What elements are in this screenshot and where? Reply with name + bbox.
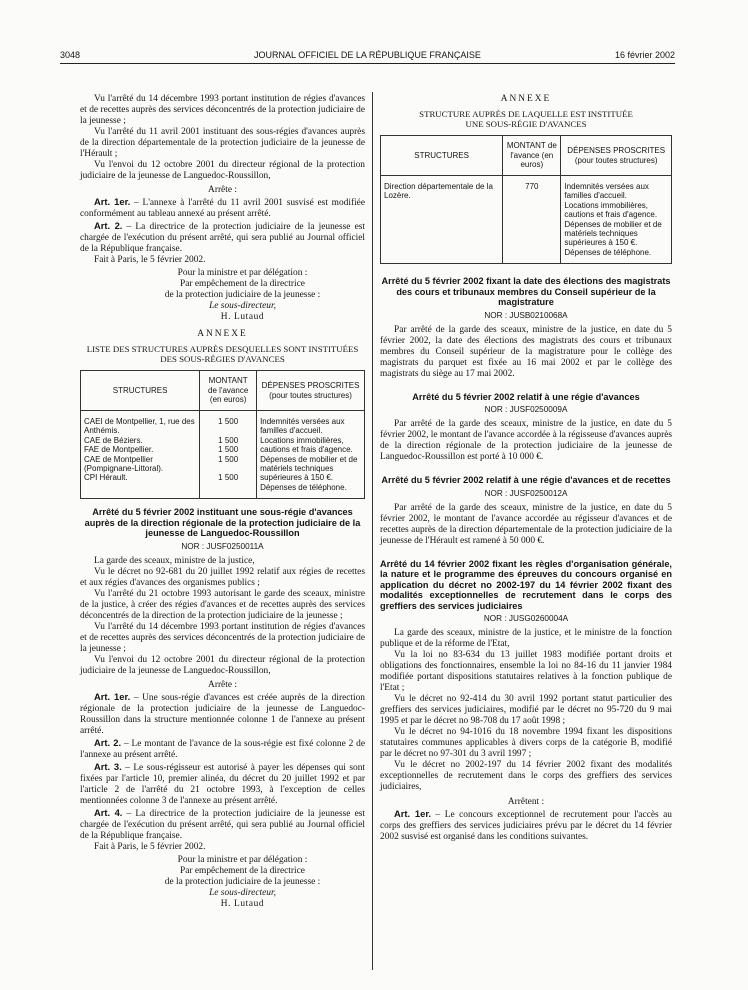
table-cell-amounts (200, 411, 257, 499)
table-header: STRUCTURES (81, 371, 200, 411)
paragraph: Vu l'envoi du 12 octobre 2001 du directeur régional de la protection judiciaire de la jeunesse de Languedoc-Roussillon, (80, 654, 365, 676)
signature-line: Pour la ministre et par délégation : (177, 854, 308, 865)
paragraph: Vu le décret no 92-414 du 30 avril 1992 portant statut particulier des greffiers des services judiciaires, modifié par le décret no 95-720 du 9 mai 1995 et par le décret no 98-708 du 17 août 1998 ; (380, 694, 672, 727)
arretent-heading: Arrêtent : (507, 797, 545, 808)
paragraph: Vu l'envoi du 12 octobre 2001 du directeur régional de la protection judiciaire de la jeunesse de Languedoc-Roussillon, (80, 160, 365, 181)
table-header: DÉPENSES PROSCRITES (pour toutes structures) (561, 136, 672, 176)
arrete-heading: Arrête : (208, 185, 237, 195)
nor-reference: NOR : JUSF0250009A (484, 405, 568, 415)
table-cell-depenses (561, 176, 672, 264)
annexe-title: ANNEXE (500, 94, 552, 104)
section-title: Arrêté du 5 février 2002 instituant une sous-régie d'avances auprès de la direction régionale de la protection judiciaire de la jeunesse de Languedoc-Roussillon (84, 507, 361, 539)
left-column (80, 94, 365, 910)
article-2 (80, 220, 365, 255)
paragraph: Vu l'arrêté du 14 décembre 1993 portant institution de régies d'avances et de recettes auprès des services déconcentrés de la protection judiciaire de la jeunesse ; (80, 621, 365, 654)
signature-date: Fait à Paris, le 5 février 2002. (94, 841, 206, 852)
structure-item: CAE de Béziers. (84, 435, 143, 445)
paragraph: La garde des sceaux, ministre de la justice, et le ministre de la fonction publique et de la réforme de l'Etat, (380, 628, 672, 650)
annexe-subtitle: LISTE DES STRUCTURES AUPRÈS DESQUELLES SONT INSTITUÉES DES SOUS-RÉGIES D'AVANCES (86, 344, 359, 364)
article-label: Art. 4. (94, 806, 123, 818)
amount-item: 1 500 (218, 435, 239, 445)
signature-line: Le sous-directeur, (209, 887, 276, 898)
section-title: Arrêté du 14 février 2002 fixant les règles d'organisation générale, la nature et le programme des épreuves du concours organisé en application du décret no 2002-197 du 14 février 2002 fixant des modalités exceptionnelles de recrutement dans le corps des greffiers des services judiciaires (380, 558, 672, 611)
article-label: Art. 1er. (394, 808, 432, 820)
column-divider (372, 92, 373, 970)
article (80, 737, 365, 761)
section-title: Arrêté du 5 février 2002 relatif à une régie d'avances (412, 391, 640, 402)
signature-block (80, 268, 365, 323)
paragraph: Vu le décret no 94-1016 du 18 novembre 1994 fixant les dispositions statutaires communes applicables à divers corps de la catégorie B, modifié par le décret no 97-301 du 3 avril 1997 ; (380, 727, 672, 760)
paragraph: La garde des sceaux, ministre de la justice, (94, 555, 255, 566)
article-text: – L'annexe à l'arrêté du 11 avril 2001 susvisé est modifiée conformément au tableau annexé au présent arrêté. (80, 198, 365, 219)
paragraph: Vu le décret no 92-681 du 20 juillet 1992 relatif aux régies de recettes et aux régies d'avances des organismes publics ; (80, 566, 365, 588)
depense-item: Indemnités versées aux familles d'accueil. (564, 182, 649, 201)
article (80, 761, 365, 807)
table-cell-depenses (257, 411, 365, 499)
structure-item: CAEI de Montpellier, 1, rue des Anthémis. (84, 417, 195, 436)
article (80, 807, 365, 842)
article-text: – Le concours exceptionnel de recrutement pour l'accès au corps des greffiers des services judiciaires prévu par le décret du 14 février 2002 susvisé est organisé dans les conditions suivantes. (380, 810, 672, 843)
nor-reference: NOR : JUSF0250011A (181, 541, 264, 551)
structure-item: CPI Hérault. (84, 473, 128, 483)
depense-item: Indemnités versées aux familles d'accueil. (260, 417, 345, 436)
amount-item: 1 500 (218, 454, 239, 464)
signature-date: Fait à Paris, le 5 février 2002. (94, 255, 206, 265)
article-text: – Une sous-régie d'avances est créée auprès de la direction régionale de la protection judiciaire de la jeunesse de Languedoc-Roussillon dans la structure mentionnée colonne 1 de l'annexe au présent arrêté. (80, 692, 365, 736)
annexe-title: ANNEXE (197, 329, 248, 339)
page-header (60, 50, 675, 64)
section-title: Arrêté du 5 février 2002 fixant la date des élections des magistrats des cours et tribunaux membres du Conseil supérieur de la magistrature (381, 276, 671, 308)
page-number: 3048 (60, 50, 81, 60)
article-text: – Le sous-régisseur est autorisé à payer les dépenses qui sont fixées par l'article 10, premier alinéa, du décret du 20 juillet 1992 et par l'article 2 de l'arrêté du 21 octobre 1993, à l'exception de celles mentionnées colonne 3 de l'annexe au présent arrêté. (80, 762, 365, 806)
table-header: MONTANT de l'avance (en euros) (503, 136, 561, 176)
article-text: – La directrice de la protection judiciaire de la jeunesse est chargée de l'exécution du présent arrêté, qui sera publié au Journal officiel de la République française. (80, 222, 365, 254)
journal-title: JOURNAL OFFICIEL DE LA RÉPUBLIQUE FRANÇAISE (254, 50, 481, 60)
table-header: MONTANT de l'avance (en euros) (200, 371, 257, 411)
paragraph: Vu l'arrêté du 21 octobre 1993 autorisant le garde des sceaux, ministre de la justice, à créer des régies d'avances et de recettes auprès des services déconcentrés de la direction de la protection judiciaire de la jeunesse ; (80, 588, 365, 621)
depense-item: Dépenses de mobilier et de matériels techniques supérieures à 150 €. (564, 219, 662, 248)
nor-reference: NOR : JUSG0260004A (483, 614, 569, 624)
signature-block (80, 855, 365, 910)
article-label: Art. 2. (94, 736, 122, 748)
right-column (380, 94, 672, 843)
arrete-heading: Arrête : (208, 679, 237, 690)
article-1 (80, 196, 365, 220)
annexe-subtitle: STRUCTURE AUPRÈS DE LAQUELLE EST INSTITUÉE UNE SOUS-RÉGIE D'AVANCES (419, 109, 633, 129)
paragraph: Par arrêté de la garde des sceaux, ministre de la justice, en date du 5 février 2002, la date des élections des magistrats des cours et tribunaux membres du Conseil supérieur de la magistrature pour le collège des magistrats du parquet est fixée au 16 mai 2002 et par le collège des magistrats du siège au 17 mai 2002. (380, 324, 672, 379)
signature-line: Par empêchement de la directrice (180, 279, 305, 289)
table-header: DÉPENSES PROSCRITES (pour toutes structures) (257, 371, 365, 411)
table-header: STRUCTURES (381, 136, 503, 176)
article-1 (380, 808, 672, 843)
signature-line: de la protection judiciaire de la jeunesse : (164, 876, 321, 887)
signatory-name: H. Lutaud (220, 898, 265, 909)
paragraph: Par arrêté de la garde des sceaux, ministre de la justice, en date du 5 février 2002, le montant de l'avance accordée à la régisseuse d'avances auprès de la direction régionale de la protection judiciaire de la jeunesse de Languedoc-Roussillon est porté à 10 000 €. (380, 419, 672, 463)
paragraph: Par arrêté de la garde des sceaux, ministre de la justice, en date du 5 février 2002, le montant de l'avance accordée au régisseur d'avances et de recettes auprès de la direction départementale de la protection judiciaire de la jeunesse de l'Hérault est ramené à 50 000 €. (380, 502, 672, 546)
section-title: Arrêté du 5 février 2002 relatif à une régie d'avances et de recettes (381, 475, 671, 486)
nor-reference: NOR : JUSF0250012A (484, 488, 568, 498)
amount-item: 1 500 (218, 473, 239, 483)
paragraph: Vu la loi no 83-634 du 13 juillet 1983 modifiée portant droits et obligations des fonctionnaires, ensemble la loi no 84-16 du 11 janvier 1984 modifiée portant dispositions statutaires relatives à la fonction publique de l'Etat ; (380, 650, 672, 694)
table-row (381, 176, 672, 264)
table-row (81, 411, 365, 499)
depense-item: Locations immobilières, cautions et frais d'agence. (564, 200, 658, 220)
depense-item: Dépenses de téléphone. (260, 482, 347, 492)
paragraph: Vu l'arrêté du 14 décembre 1993 portant institution de régies d'avances et de recettes auprès des services déconcentrés de la protection judiciaire de la jeunesse ; (80, 94, 365, 126)
signatory-name: H. Lutaud (220, 312, 265, 322)
signature-line: Pour la ministre et par délégation : (177, 268, 308, 278)
article-text: – Le montant de l'avance de la sous-régie est fixé colonne 2 de l'annexe au présent arrêté. (80, 738, 366, 760)
article (80, 691, 365, 737)
nor-reference: NOR : JUSB0210068A (484, 310, 568, 320)
article-label: Art. 1er. (94, 690, 131, 702)
paragraph: Vu le décret no 2002-197 du 14 février 2002 fixant des modalités exceptionnelles de recrutement dans le corps des greffiers des services judiciaires, (380, 760, 672, 793)
signature-line: Le sous-directeur, (209, 301, 276, 311)
article-label: Art. 1er. (94, 196, 131, 207)
article-text: – La directrice de la protection judiciaire de la jeunesse est chargée de l'exécution du présent arrêté, qui sera publié au Journal officiel de la République française. (80, 808, 365, 841)
article-label: Art. 3. (94, 760, 122, 772)
issue-date: 16 février 2002 (614, 50, 675, 60)
article-label: Art. 2. (94, 220, 123, 231)
depense-item: Locations immobilières, cautions et frais d'agence. (260, 435, 353, 455)
structure-item: CAE de Montpellier (Pompignane-Littoral). (84, 454, 164, 474)
annexe-table (380, 135, 672, 264)
signature-line: Par empêchement de la directrice (180, 865, 305, 876)
table-cell-structures (81, 411, 200, 499)
amount-item: 1 500 (218, 417, 239, 426)
paragraph: Vu l'arrêté du 11 avril 2001 instituant des sous-régies d'avances auprès de la direction départementale de la protection judiciaire de la jeunesse de l'Hérault ; (80, 127, 365, 159)
amount-item: 1 500 (218, 445, 239, 455)
structure-item: FAE de Montpellier. (84, 445, 154, 455)
signature-line: de la protection judiciaire de la jeunesse : (164, 290, 321, 300)
table-cell-structure: Direction départementale de la Lozère. (381, 176, 503, 264)
depense-item: Dépenses de mobilier et de matériels techniques supérieures à 150 €. (260, 454, 358, 483)
annexe-table (80, 370, 365, 499)
depense-item: Dépenses de téléphone. (564, 247, 652, 257)
table-cell-amount: 770 (503, 176, 561, 264)
